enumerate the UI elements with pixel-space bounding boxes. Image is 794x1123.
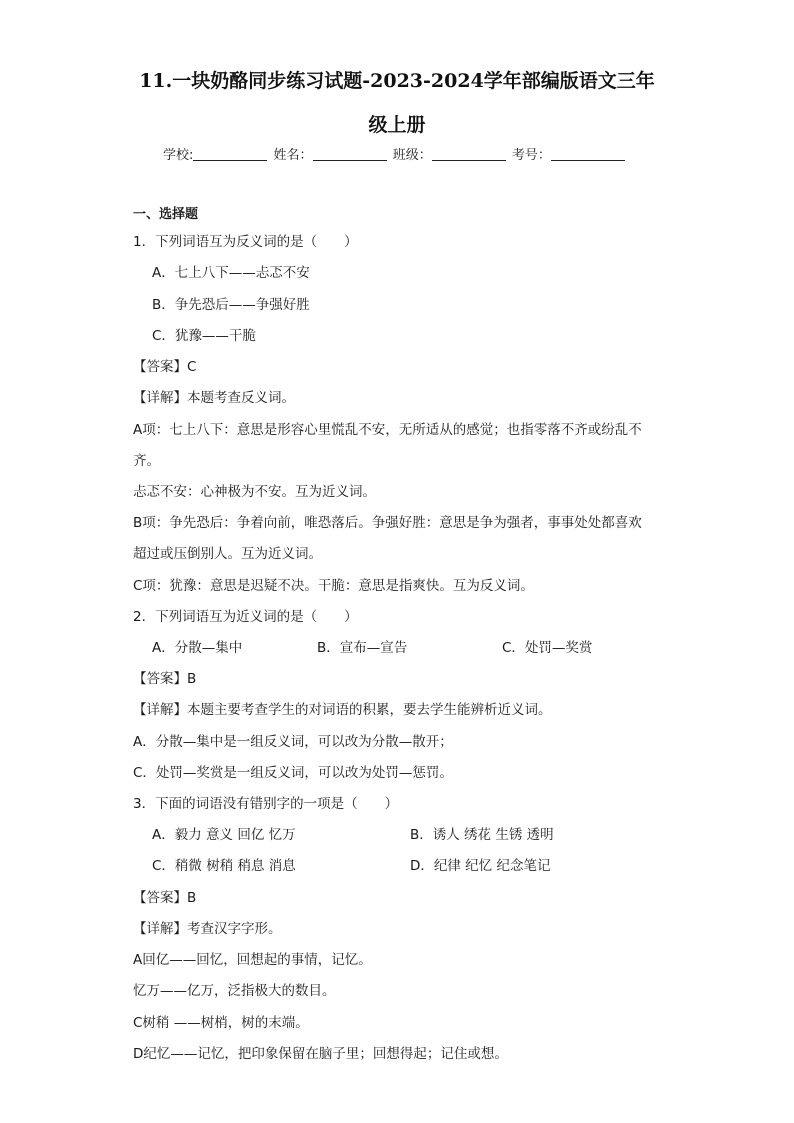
q2-option-b: B．宣布—宣告 — [317, 640, 408, 656]
q3-explain-line: D纪忆——记忆，把印象保留在脑子里；回想得起；记住或想。 — [133, 1046, 508, 1062]
q1-stem: 1．下列词语互为反义词的是（ ） — [133, 234, 358, 250]
q1-option-b: B．争先恐后——争强好胜 — [152, 297, 310, 313]
q1-explain-line: C项：犹豫：意思是迟疑不决。干脆：意思是指爽快。互为反义词。 — [133, 578, 534, 594]
section-heading: 一、选择题 — [133, 207, 199, 222]
q3-explain-line: A回亿——回忆，回想起的事情，记忆。 — [133, 952, 372, 968]
school-blank[interactable] — [193, 147, 267, 161]
school-label: 学校: — [163, 148, 194, 163]
class-label: 班级： — [392, 148, 432, 163]
q3-explain-line: 【详解】考查汉字字形。 — [133, 921, 282, 937]
q2-explain-line: 【详解】本题主要考查学生的对词语的积累，要去学生能辨析近义词。 — [133, 702, 552, 718]
q3-option-c: C．稍微 树稍 稍息 消息 — [152, 858, 296, 874]
exam-no-label: 考号： — [511, 148, 551, 163]
q3-option-b: B．诱人 绣花 生锈 透明 — [410, 827, 554, 843]
q1-explain-line: 超过或压倒别人。互为近义词。 — [133, 546, 322, 562]
document-title-line1: 11.一块奶酪同步练习试题-2023-2024学年部编版语文三年 — [139, 70, 655, 92]
q3-option-a: A．毅力 意义 回亿 忆万 — [152, 827, 296, 843]
q1-option-a: A．七上八下——忐忑不安 — [152, 265, 310, 281]
q1-explain-line: 【详解】本题考查反义词。 — [133, 390, 295, 406]
q3-answer: 【答案】B — [133, 890, 197, 906]
q1-explain-line: A项：七上八下：意思是形容心里慌乱不安，无所适从的感觉；也指零落不齐或纷乱不 — [133, 422, 642, 438]
q2-option-a: A．分散—集中 — [152, 640, 243, 656]
q1-explain-line: 忐忑不安：心神极为不安。互为近义词。 — [133, 484, 376, 500]
q1-answer: 【答案】C — [133, 359, 197, 375]
q3-explain-line: 忆万——亿万，泛指极大的数目。 — [133, 983, 336, 999]
q1-explain-line: 齐。 — [133, 453, 160, 469]
q3-stem: 3．下面的词语没有错别字的一项是（ ） — [133, 796, 399, 812]
q2-answer: 【答案】B — [133, 671, 197, 687]
q2-explain-line: A．分散—集中是一组反义词，可以改为分散—散开； — [133, 734, 453, 750]
q2-explain-line: C．处罚—奖赏是一组反义词，可以改为处罚—惩罚。 — [133, 765, 453, 781]
class-blank[interactable] — [432, 147, 506, 161]
q3-option-d: D．纪律 纪忆 纪念笔记 — [410, 858, 551, 874]
document-title-line2: 级上册 — [368, 114, 426, 136]
q3-explain-line: C树稍 ——树梢，树的末端。 — [133, 1015, 309, 1031]
name-label: 姓名： — [273, 148, 313, 163]
q2-option-c: C．处罚—奖赏 — [502, 640, 593, 656]
q2-stem: 2．下列词语互为近义词的是（ ） — [133, 609, 358, 625]
student-info-row — [163, 144, 627, 163]
q1-explain-line: B项：争先恐后：争着向前，唯恐落后。争强好胜：意思是争为强者，事事处处都喜欢 — [133, 515, 642, 531]
exam-no-blank[interactable] — [551, 147, 625, 161]
name-blank[interactable] — [313, 147, 387, 161]
q1-option-c: C．犹豫——干脆 — [152, 328, 256, 344]
